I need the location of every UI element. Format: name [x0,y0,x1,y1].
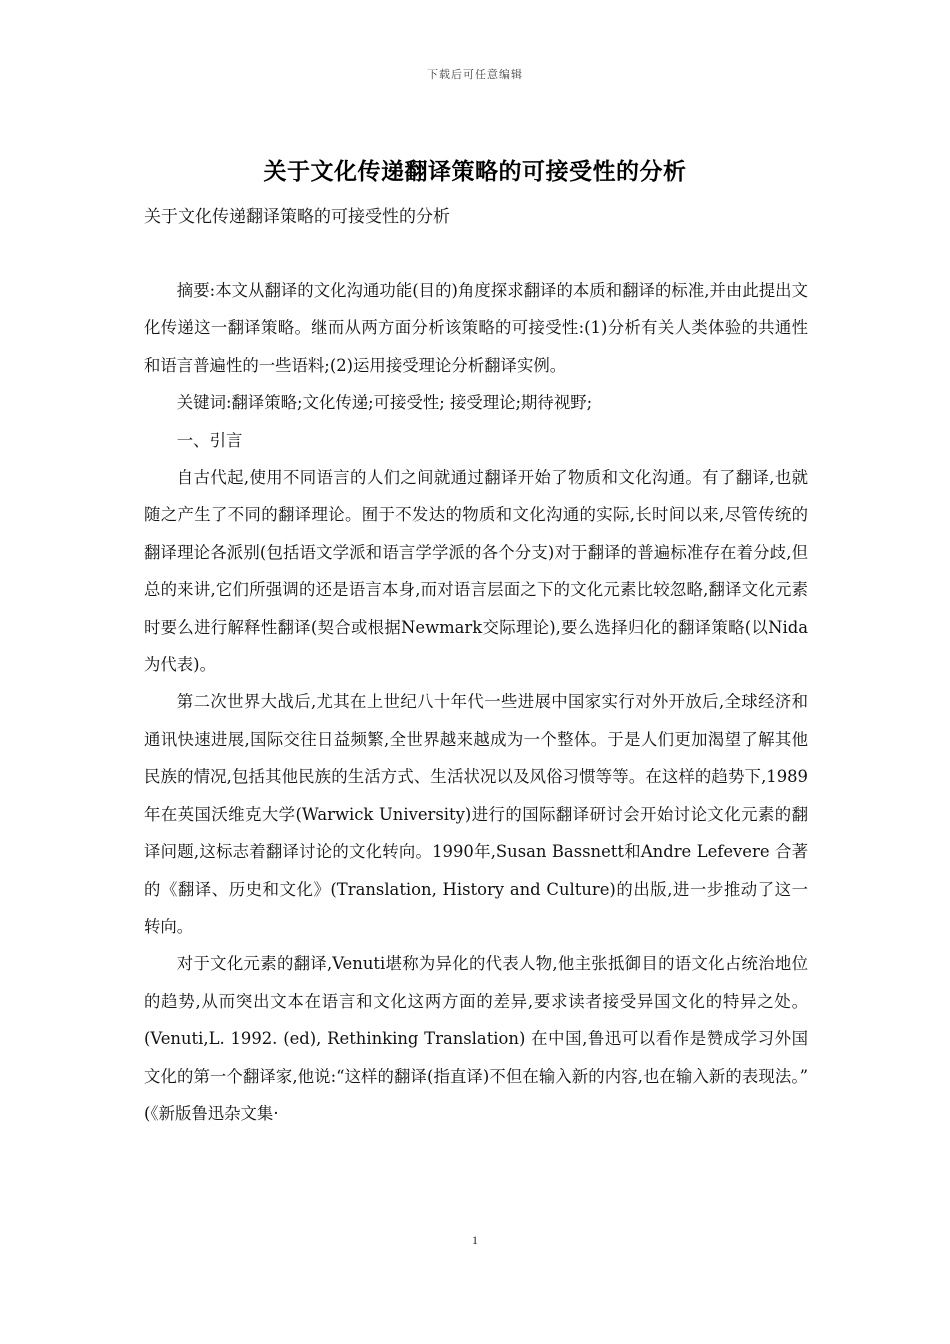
keywords-paragraph: 关键词:翻译策略;文化传递;可接受性; 接受理论;期待视野; [176,393,593,413]
page-number: 1 [472,1233,478,1247]
section-heading-introduction: 一、引言 [176,430,243,450]
page-header-note: 下载后可任意编辑 [427,68,523,81]
document-title: 关于文化传递翻译策略的可接受性的分析 [263,159,687,185]
document-subtitle: 关于文化传递翻译策略的可接受性的分析 [144,207,450,227]
body-paragraph: 对于文化元素的翻译,Venuti堪称为异化的代表人物,他主张抵御目的语文化占统治地位的趋势,从而突出文本在语言和文化这两方面的差异,要求读者接受异国文化的特异之处。(Venuti,L. 1992. (ed), Rethinking Translation) 在中国,鲁迅可以看作是赞成学习外国文化的第一个翻译家,他说:“这样的翻译(指直译)不但在输入新的内容,也在输入新的表现法。” (《新版鲁迅杂文集· [144,954,808,1123]
body-paragraph: 第二次世界大战后,尤其在上世纪八十年代一些进展中国家实行对外开放后,全球经济和通讯快速进展,国际交往日益频繁,全世界越来越成为一个整体。于是人们更加渴望了解其他民族的情况,包括其他民族的生活方式、生活状况以及风俗习惯等等。在这样的趋势下,1989年在英国沃维克大学(Warwick University)进行的国际翻译研讨会开始讨论文化元素的翻译问题,这标志着翻译讨论的文化转向。1990年,Susan Bassnett和Andre Lefevere 合著的《翻译、历史和文化》(Translation, History and Culture)的出版,进一步推动了这一转向。 [144,692,808,936]
abstract-paragraph: 摘要:本文从翻译的文化沟通功能(目的)角度探求翻译的本质和翻译的标准,并由此提出文化传递这一翻译策略。继而从两方面分析该策略的可接受性:(1)分析有关人类体验的共通性和语言普遍性的一些语料;(2)运用接受理论分析翻译实例。 [144,281,808,375]
body-paragraph: 自古代起,使用不同语言的人们之间就通过翻译开始了物质和文化沟通。有了翻译,也就随之产生了不同的翻译理论。囿于不发达的物质和文化沟通的实际,长时间以来,尽管传统的翻译理论各派别(包括语文学派和语言学学派的各个分支)对于翻译的普遍标准存在着分歧,但总的来讲,它们所强调的还是语言本身,而对语言层面之下的文化元素比较忽略,翻译文化元素时要么进行解释性翻译(契合或根据Newmark交际理论),要么选择归化的翻译策略(以Nida 为代表)。 [144,468,808,675]
document-body [144,272,808,1132]
